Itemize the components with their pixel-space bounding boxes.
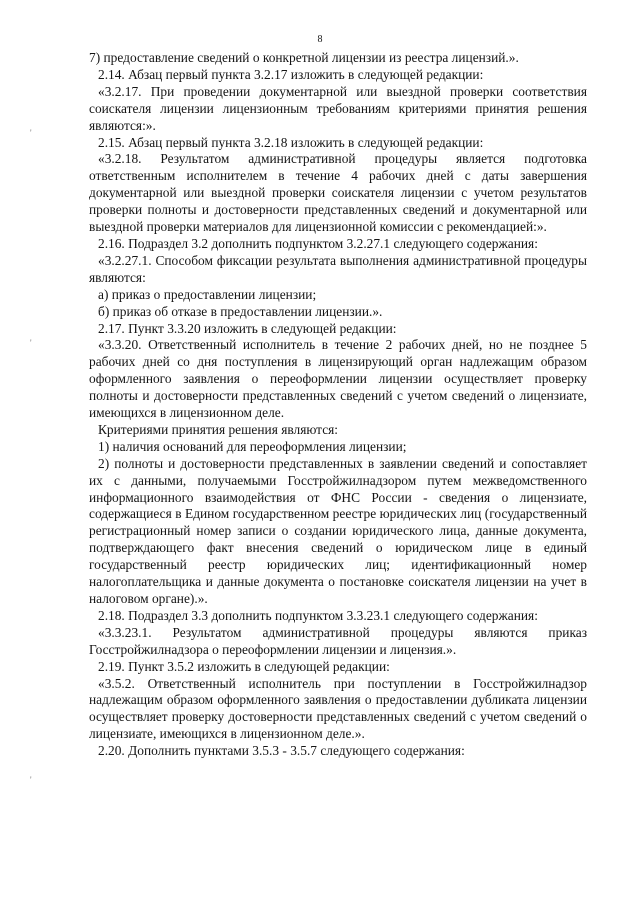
paragraph: 1) наличия оснований для переоформления лицензии; (98, 438, 407, 454)
page-number: 8 (317, 34, 323, 45)
margin-mark: ' (30, 128, 32, 138)
paragraph: 2.16. Подраздел 3.2 дополнить подпунктом 3.2.27.1 следующего содержания: (98, 235, 538, 251)
paragraph: «3.3.23.1. Результатом административной процедуры являются приказ Госстройжилнадзора о переоформлении лицензии и лицензия.». (89, 624, 587, 657)
paragraph: 2.20. Дополнить пунктами 3.5.3 - 3.5.7 следующего содержания: (98, 743, 465, 759)
paragraph: 2.17. Пункт 3.3.20 изложить в следующей редакции: (98, 320, 397, 336)
paragraph: 2) полноты и достоверности представленных в заявлении сведений и сопоставляет их с данными, получаемыми Госстройжилнадзором путем межведомственного информационного взаимодействия от ФНС России - сведения о лицензиате, содержащиеся в Едином государственном реестре юридических лиц (государственный регистрационный номер записи о создании юридического лица, данные документа, подтверждающего факт внесения сведений о юридическом лице в единый государственный реестр юридических лиц; идентификационный номер налогоплательщика и данные документа о постановке соискателя лицензии на учет в налоговом органе).». (89, 455, 587, 606)
paragraph: «3.5.2. Ответственный исполнитель при поступлении в Госстройжилнадзор надлежащим образом оформленного заявления о предоставлении дубликата лицензии осуществляет проверку достоверности представленных сведений с учетом сведений о лицензиате, имеющихся в лицензионном деле.». (89, 675, 587, 742)
paragraph: 2.18. Подраздел 3.3 дополнить подпунктом 3.3.23.1 следующего содержания: (98, 607, 538, 623)
paragraph: а) приказ о предоставлении лицензии; (98, 286, 317, 302)
paragraph: Критериями принятия решения являются: (98, 421, 339, 437)
margin-mark: ' (30, 338, 32, 348)
paragraph: «3.2.17. При проведении документарной или выездной проверки соответствия соискателя лицензии лицензионным требованиям критериями принятия решения являются:». (89, 83, 587, 133)
paragraph: 2.14. Абзац первый пункта 3.2.17 изложить в следующей редакции: (98, 66, 484, 82)
paragraph: 2.19. Пункт 3.5.2 изложить в следующей редакции: (98, 658, 390, 674)
paragraph: «3.2.27.1. Способом фиксации результата выполнения административной процедуры являются: (89, 252, 587, 285)
paragraph: б) приказ об отказе в предоставлении лицензии.». (98, 303, 383, 319)
paragraph: 7) предоставление сведений о конкретной лицензии из реестра лицензий.». (89, 50, 519, 65)
paragraph: 2.15. Абзац первый пункта 3.2.18 изложить в следующей редакции: (98, 134, 484, 150)
paragraph: «3.2.18. Результатом административной процедуры является подготовка ответственным исполнителем в течение 4 рабочих дней с даты завершения документарной или выездной проверки соискателя лицензии с учетом результатов проверки полноты и достоверности представленных сведений и документарной или выездной проверки материалов для лицензионной комиссии с рекомендацией:». (89, 151, 587, 235)
paragraph: «3.3.20. Ответственный исполнитель в течение 2 рабочих дней, но не позднее 5 рабочих дней со дня поступления в лицензирующий орган надлежащим образом оформленного заявления о переоформлении лицензии осуществляет проверку полноты и достоверности представленных сведений с учетом сведений о лицензиате, имеющихся в лицензионном деле. (89, 337, 587, 421)
margin-mark: ' (30, 775, 32, 785)
document-body (89, 50, 587, 760)
